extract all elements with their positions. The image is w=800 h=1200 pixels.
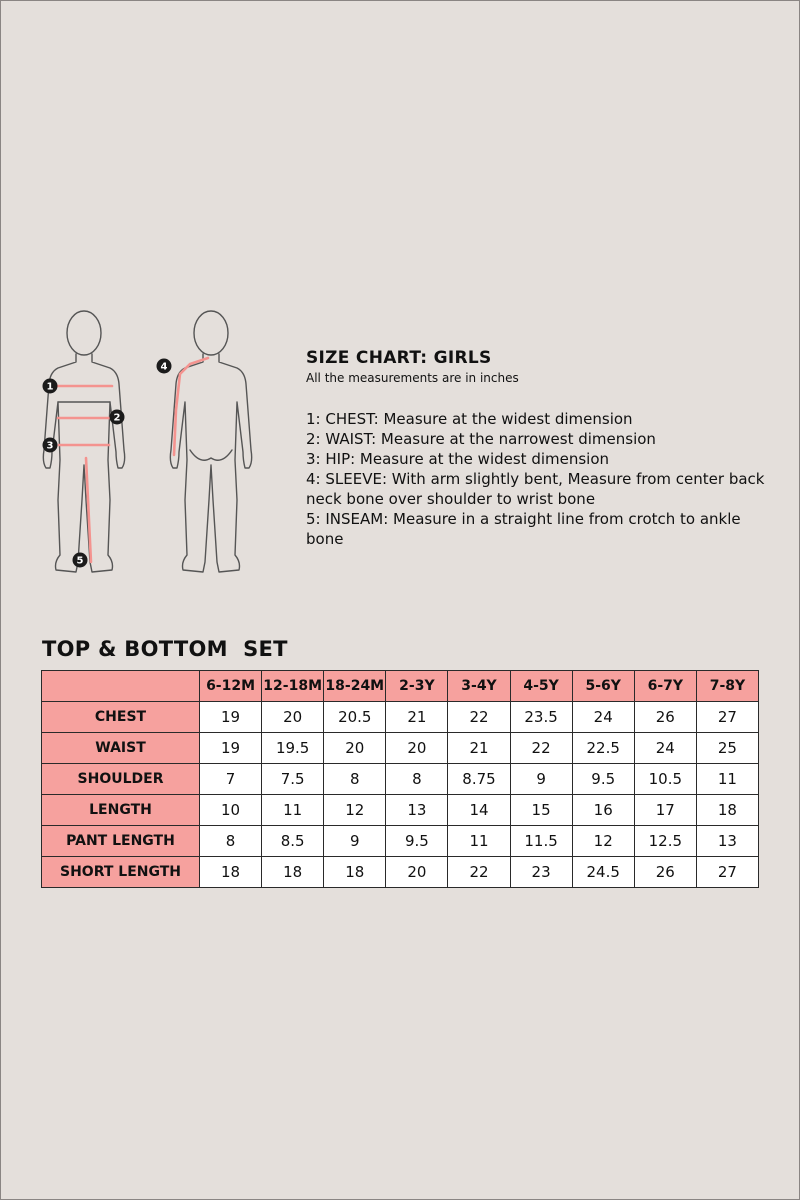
row-label: WAIST: [42, 733, 200, 764]
row-label: CHEST: [42, 702, 200, 733]
table-cell: 24: [634, 733, 696, 764]
table-cell: 8.5: [262, 826, 324, 857]
table-cell: 8: [386, 764, 448, 795]
instruction-hip: 3: HIP: Measure at the widest dimension: [306, 450, 610, 468]
table-cell: 22.5: [572, 733, 634, 764]
table-cell: 13: [696, 826, 758, 857]
table-cell: 9.5: [386, 826, 448, 857]
svg-text:4: 4: [160, 361, 168, 373]
table-cell: 23.5: [510, 702, 572, 733]
svg-text:2: 2: [113, 412, 121, 424]
table-cell: 13: [386, 795, 448, 826]
column-header: 12-18M: [262, 671, 324, 702]
table-cell: 22: [448, 702, 510, 733]
table-row: [42, 764, 759, 795]
table-cell: 27: [696, 857, 758, 888]
table-cell: 24: [572, 702, 634, 733]
measurement-diagram: [30, 300, 270, 590]
table-body: [42, 702, 759, 888]
table-row: [42, 795, 759, 826]
table-cell: 22: [510, 733, 572, 764]
table-row: [42, 702, 759, 733]
table-cell: 27: [696, 702, 758, 733]
table-cell: 20: [386, 733, 448, 764]
marker-5: [73, 553, 88, 568]
table-cell: 19: [200, 702, 262, 733]
column-header: 6-7Y: [634, 671, 696, 702]
corner-cell: [42, 671, 200, 702]
table-cell: 16: [572, 795, 634, 826]
size-chart-info: [306, 348, 786, 549]
size-table: [41, 670, 759, 888]
table-cell: 26: [634, 857, 696, 888]
table-cell: 11.5: [510, 826, 572, 857]
back-body-outline: [170, 311, 251, 572]
table-cell: 8.75: [448, 764, 510, 795]
table-cell: 20: [324, 733, 386, 764]
table-header-row: [42, 671, 759, 702]
row-label: SHOULDER: [42, 764, 200, 795]
table-cell: 26: [634, 702, 696, 733]
row-label: SHORT LENGTH: [42, 857, 200, 888]
table-cell: 12: [324, 795, 386, 826]
table-cell: 19.5: [262, 733, 324, 764]
table-cell: 20: [386, 857, 448, 888]
table-title: TOP & BOTTOM SET: [42, 637, 288, 661]
table-cell: 23: [510, 857, 572, 888]
svg-text:1: 1: [46, 381, 54, 393]
table-row: [42, 857, 759, 888]
table-cell: 17: [634, 795, 696, 826]
svg-text:5: 5: [76, 555, 84, 567]
column-header: 6-12M: [200, 671, 262, 702]
size-chart-title: SIZE CHART: GIRLS: [306, 348, 492, 368]
table-cell: 12.5: [634, 826, 696, 857]
marker-3: [43, 438, 58, 453]
row-label: LENGTH: [42, 795, 200, 826]
instruction-inseam: 5: INSEAM: Measure in a straight line from crotch to ankle bone: [306, 510, 741, 548]
table-cell: 20: [262, 702, 324, 733]
table-cell: 8: [324, 764, 386, 795]
table-cell: 7.5: [262, 764, 324, 795]
table-cell: 19: [200, 733, 262, 764]
marker-1: [43, 379, 58, 394]
instruction-sleeve: 4: SLEEVE: With arm slightly bent, Measure from center back neck bone over shoulder to wrist bone: [306, 470, 765, 508]
measurement-instructions: [306, 409, 786, 549]
units-note: All the measurements are in inches: [306, 371, 519, 385]
table-cell: 20.5: [324, 702, 386, 733]
table-row: [42, 826, 759, 857]
column-header: 3-4Y: [448, 671, 510, 702]
table-cell: 15: [510, 795, 572, 826]
table-cell: 24.5: [572, 857, 634, 888]
instruction-chest: 1: CHEST: Measure at the widest dimension: [306, 410, 633, 428]
table-cell: 11: [696, 764, 758, 795]
table-cell: 18: [262, 857, 324, 888]
row-label: PANT LENGTH: [42, 826, 200, 857]
svg-text:3: 3: [46, 440, 54, 452]
column-header: 5-6Y: [572, 671, 634, 702]
column-header: 4-5Y: [510, 671, 572, 702]
table-cell: 9: [324, 826, 386, 857]
table-cell: 25: [696, 733, 758, 764]
column-header: 2-3Y: [386, 671, 448, 702]
column-header: 18-24M: [324, 671, 386, 702]
table-cell: 21: [386, 702, 448, 733]
table-cell: 10.5: [634, 764, 696, 795]
table-cell: 14: [448, 795, 510, 826]
table-cell: 18: [324, 857, 386, 888]
table-cell: 10: [200, 795, 262, 826]
table-cell: 11: [262, 795, 324, 826]
table-cell: 21: [448, 733, 510, 764]
table-row: [42, 733, 759, 764]
marker-4: [157, 359, 172, 374]
table-cell: 12: [572, 826, 634, 857]
marker-2: [110, 410, 125, 425]
table-cell: 22: [448, 857, 510, 888]
table-cell: 18: [696, 795, 758, 826]
table-cell: 9: [510, 764, 572, 795]
column-header: 7-8Y: [696, 671, 758, 702]
table-cell: 7: [200, 764, 262, 795]
table-cell: 18: [200, 857, 262, 888]
table-cell: 9.5: [572, 764, 634, 795]
table-cell: 8: [200, 826, 262, 857]
instruction-waist: 2: WAIST: Measure at the narrowest dimension: [306, 430, 656, 448]
table-cell: 11: [448, 826, 510, 857]
